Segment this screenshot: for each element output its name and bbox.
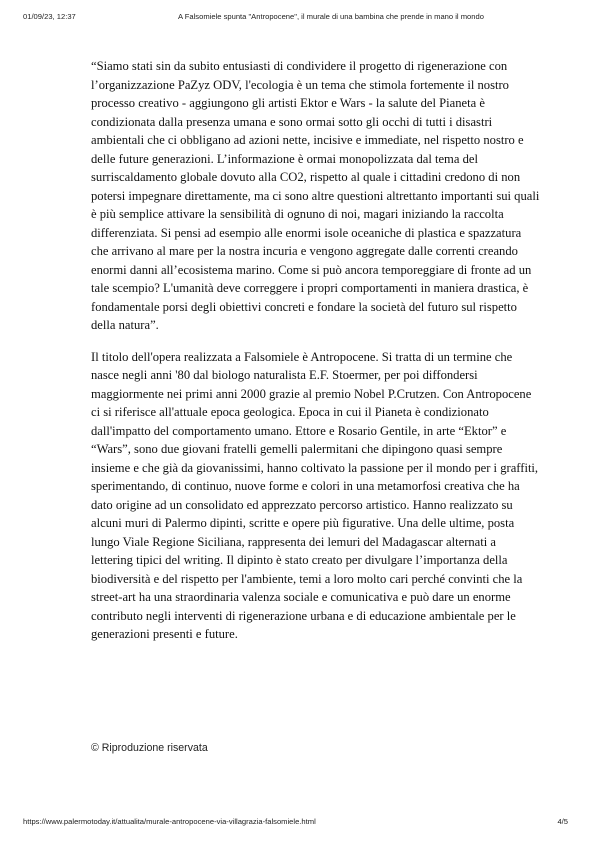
copyright-notice: © Riproduzione riservata xyxy=(91,742,208,754)
article-body xyxy=(91,57,541,644)
page-url: https://www.palermotoday.it/attualita/murale-antropocene-via-villagrazia-falsomiele.html xyxy=(23,817,316,826)
article-paragraph: Il titolo dell'opera realizzata a Falsomiele è Antropocene. Si tratta di un termine che nasce negli anni '80 dal biologo naturalista E.F. Stoermer, per poi diffondersi maggiormente nei primi anni 2000 grazie al premio Nobel P.Crutzen. Con Antropocene ci si riferisce all'attuale epoca geologica. Epoca in cui il Pianeta è condizionato dall'impatto del comportamento umano. Ettore e Rosario Gentile, in arte “Ektor” e “Wars”, sono due giovani fratelli gemelli palermitani che dipingono quasi sempre insieme e che già da giovanissimi, hanno coltivato la passione per il mondo per i graffiti, sperimentando, di continuo, nuove forme e colori in una metamorfosi creativa che ha dato origine ad un consolidato ed apprezzato percorso artistico. Hanno realizzato su alcuni muri di Palermo dipinti, scritte e opere più figurative. Una delle ultime, posta lungo Viale Regione Siciliana, rappresenta dei lemuri del Madagascar alternati a lettering tipici del writing. Il dipinto è stato creato per divulgare l’importanza della biodiversità e del rispetto per l'ambiente, temi a loro molto cari perché convinti che la street-art ha una straordinaria valenza sociale e comunicativa e può dare un enorme contributo negli interventi di rigenerazione urbana e di educazione ambientale per le generazioni presenti e future. xyxy=(91,349,539,641)
print-page-title: A Falsomiele spunta "Antropocene", il murale di una bambina che prende in mano il mondo xyxy=(178,12,484,21)
page-number: 4/5 xyxy=(557,817,568,826)
print-footer xyxy=(0,817,595,829)
print-header xyxy=(0,12,595,24)
print-datetime: 01/09/23, 12:37 xyxy=(23,12,76,21)
article-paragraph: “Siamo stati sin da subito entusiasti di condividere il progetto di rigenerazione con l’organizzazione PaZyz ODV, l'ecologia è un tema che stimola fortemente il nostro processo creativo - aggiungono gli artisti Ektor e Wars - la salute del Pianeta è condizionata dalla presenza umana e sono ormai sotto gli occhi di tutti i disastri ambientali che ci obbligano ad azioni nette, incisive e immediate, nel rispetto nostro e delle future generazioni. L’informazione è ormai monopolizzata dal tema del surriscaldamento globale dovuto alla CO2, rispetto al quale i cittadini credono di non potersi impegnare direttamente, ma ci sono altre questioni altrettanto importanti sui quali è più semplice attivare la sensibilità di ognuno di noi, magari iniziando la raccolta differenziata. Si pensi ad esempio alle enormi isole oceaniche di plastica e spazzatura che arrivano al mare per la nostra incuria e vengono aggregate dalle correnti creando enormi danni all’ecosistema marino. Come si può ancora temporeggiare di fronte ad un tale scempio? L'umanità deve correggere i propri comportamenti in maniera drastica, è fondamentale porsi degli obiettivi concreti e fondare la società del futuro sul rispetto della natura”. xyxy=(91,59,540,332)
